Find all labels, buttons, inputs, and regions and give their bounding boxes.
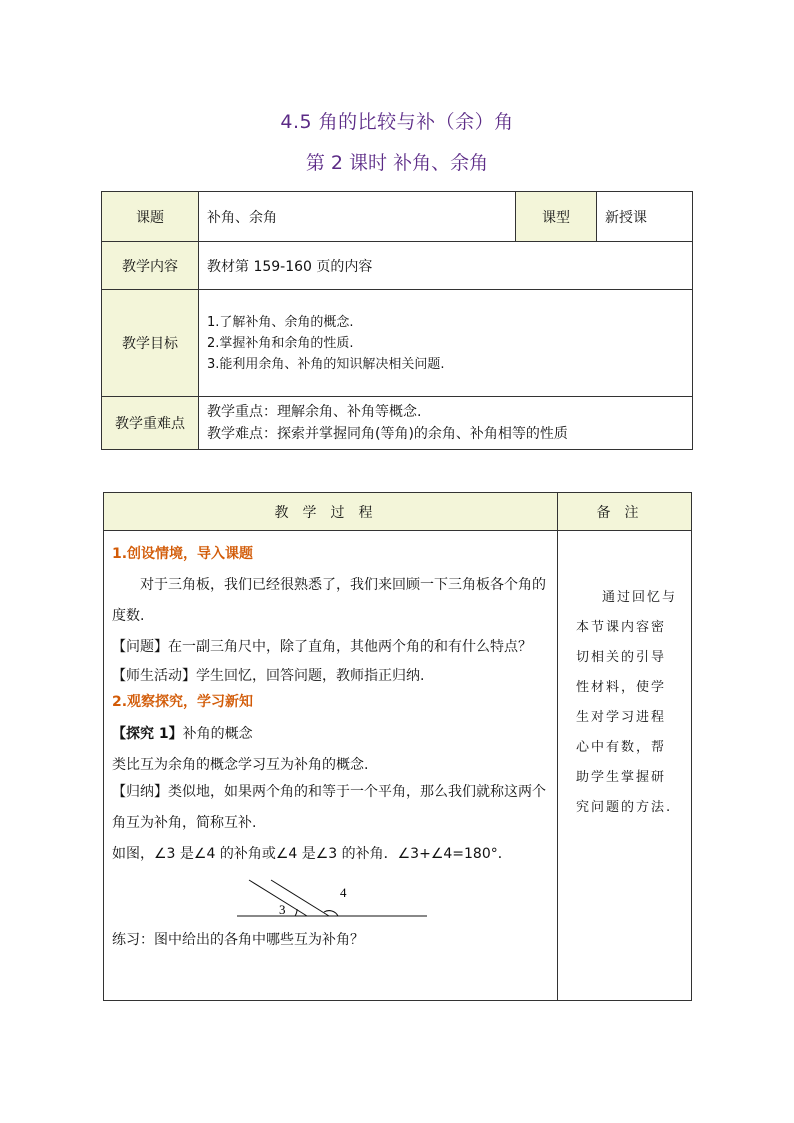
example-text: 如图，∠3 是∠4 的补角或∠4 是∠3 的补角．∠3+∠4=180°．: [112, 846, 512, 862]
angle-4-label: 4: [340, 885, 347, 900]
lesson-info-table: [101, 191, 693, 450]
explore-label: 【探究 1】: [112, 726, 183, 742]
angle-3-label: 3: [279, 902, 286, 917]
type-label: 课型: [516, 192, 597, 242]
exercise-text: 练习：图中给出的各角中哪些互为补角？: [112, 932, 364, 948]
content-label: 教学内容: [102, 242, 199, 290]
topic-value: 补角、余角: [199, 192, 516, 242]
notes-header: 备注: [558, 493, 692, 531]
keys-label: 教学重难点: [102, 397, 199, 450]
process-content: [104, 531, 558, 1001]
analogy-text: 类比互为余角的概念学习互为补角的概念.: [112, 757, 369, 773]
figure-ray: [249, 880, 307, 916]
explore-text: 补角的概念: [182, 726, 253, 742]
goal-item: 2.掌握补角和余角的性质.: [207, 335, 354, 351]
topic-label: 课题: [102, 192, 199, 242]
notes-content: [558, 531, 692, 1001]
section-title: 1.创设情境，导入课题: [112, 546, 254, 562]
goal-item: 1.了解补角、余角的概念.: [207, 314, 354, 330]
paragraph: 对于三角板，我们已经很熟悉了，我们来回顾一下三角板各个角的度数.: [112, 577, 546, 624]
summary-text: 【归纳】类似地，如果两个角的和等于一个平角，那么我们就称这两个角互为补角，简称互补.: [112, 784, 546, 831]
supplementary-angle-figure: [112, 870, 549, 920]
activity-text: 【师生活动】学生回忆，回答问题，教师指正归纳.: [112, 668, 425, 684]
explore-line: [112, 715, 549, 753]
page-title: 4.5 角的比较与补（余）角: [280, 111, 514, 133]
goals-list: [199, 290, 693, 397]
page-subtitle: 第 2 课时 补角、余角: [305, 152, 489, 174]
difficult-point: 教学难点：探索并掌握同角(等角)的余角、补角相等的性质: [207, 426, 568, 442]
note-text: 通过回忆与本节课内容密切相关的引导性材料，使学生对学习进程心中有数，帮助学生掌握研究问题的方法.: [576, 590, 678, 815]
teaching-process-table: [103, 492, 692, 1001]
key-point: 教学重点：理解余角、补角等概念.: [207, 404, 422, 420]
type-value: 新授课: [597, 192, 693, 242]
process-header: 教学过程: [104, 493, 558, 531]
angle-4-arc: [324, 911, 338, 916]
question-text: 【问题】在一副三角尺中，除了直角，其他两个角的和有什么特点？: [112, 639, 532, 655]
goals-label: 教学目标: [102, 290, 199, 397]
goal-item: 3.能利用余角、补角的知识解决相关问题.: [207, 356, 445, 372]
angle-3-arc: [295, 909, 297, 916]
content-value: 教材第 159-160 页的内容: [199, 242, 693, 290]
keys-content: [199, 397, 693, 450]
section-title: 2.观察探究，学习新知: [112, 694, 254, 710]
